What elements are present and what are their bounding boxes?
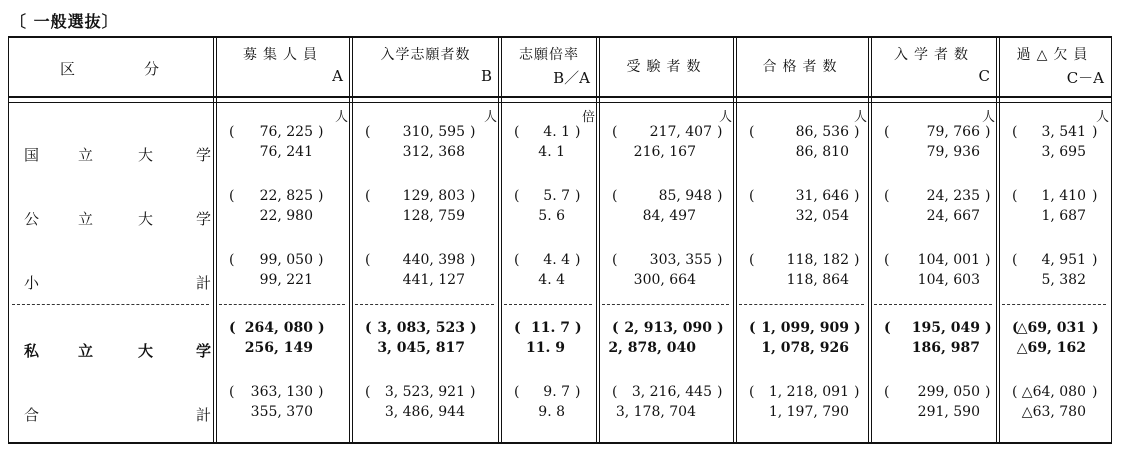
current-year-value: 1, 687 bbox=[1041, 208, 1086, 224]
column-header bbox=[737, 36, 868, 96]
data-cell bbox=[600, 188, 733, 228]
open-paren: ( bbox=[514, 124, 520, 140]
open-paren: ( bbox=[365, 252, 371, 268]
open-paren: ( bbox=[884, 384, 890, 400]
close-paren: ) bbox=[575, 320, 582, 336]
unit-label: 人 bbox=[982, 110, 996, 125]
close-paren: ) bbox=[575, 124, 581, 140]
column-divider bbox=[733, 36, 737, 444]
current-year-value: 3, 178, 704 bbox=[615, 404, 696, 420]
current-year-value: △63, 780 bbox=[1021, 404, 1086, 420]
close-paren: ) bbox=[985, 320, 992, 336]
open-paren: ( bbox=[1012, 188, 1018, 204]
row-label-char: 合 bbox=[24, 406, 40, 424]
row-label-char: 大 bbox=[138, 342, 154, 360]
header-ku: 区 bbox=[60, 60, 76, 78]
data-cell bbox=[737, 124, 868, 164]
dashed-separator bbox=[504, 304, 592, 305]
open-paren: ( bbox=[365, 384, 371, 400]
close-paren: ) bbox=[575, 188, 581, 204]
unit-label: 人 bbox=[484, 110, 498, 125]
previous-year-value: 1, 410 bbox=[1041, 188, 1086, 204]
close-paren: ) bbox=[318, 188, 324, 204]
close-paren: ) bbox=[854, 384, 860, 400]
open-paren: ( bbox=[749, 252, 755, 268]
row-label-char: 学 bbox=[196, 210, 212, 228]
data-cell bbox=[1000, 320, 1110, 360]
current-year-value: 355, 370 bbox=[250, 404, 313, 420]
data-cell bbox=[353, 320, 498, 360]
current-year-value: 2, 878, 040 bbox=[608, 340, 696, 356]
current-year-value: 312, 368 bbox=[402, 144, 465, 160]
current-year-value: 128, 759 bbox=[402, 208, 465, 224]
current-year-value: 118, 864 bbox=[786, 272, 849, 288]
previous-year-value: △69, 031 bbox=[1016, 320, 1086, 336]
previous-year-value: 79, 766 bbox=[926, 124, 980, 140]
close-paren: ) bbox=[1092, 384, 1098, 400]
open-paren: ( bbox=[1012, 384, 1018, 400]
header-bun: 分 bbox=[144, 60, 160, 78]
column-header bbox=[872, 36, 996, 96]
open-paren: ( bbox=[612, 252, 618, 268]
column-header bbox=[217, 36, 349, 96]
previous-year-value: 85, 948 bbox=[658, 188, 712, 204]
previous-year-value: 264, 080 bbox=[244, 320, 313, 336]
data-cell bbox=[217, 188, 349, 228]
dashed-separator bbox=[874, 304, 992, 305]
close-paren: ) bbox=[470, 188, 476, 204]
data-cell bbox=[737, 252, 868, 292]
current-year-value: 76, 241 bbox=[259, 144, 313, 160]
open-paren: ( bbox=[612, 188, 618, 204]
column-header-label: 合格者数 bbox=[762, 59, 843, 75]
open-paren: ( bbox=[1012, 124, 1018, 140]
close-paren: ) bbox=[717, 384, 723, 400]
current-year-value: 441, 127 bbox=[402, 272, 465, 288]
close-paren: ) bbox=[1092, 252, 1098, 268]
previous-year-value: 3, 523, 921 bbox=[384, 384, 465, 400]
row-label-char: 公 bbox=[24, 210, 40, 228]
data-cell bbox=[217, 124, 349, 164]
column-header-code: B／A bbox=[553, 69, 590, 87]
close-paren: ) bbox=[985, 384, 991, 400]
previous-year-value: 9. 7 bbox=[543, 384, 570, 400]
column-header-code: C－A bbox=[1066, 69, 1104, 87]
previous-year-value: 363, 130 bbox=[250, 384, 313, 400]
current-year-value: 1, 078, 926 bbox=[761, 340, 849, 356]
column-divider bbox=[596, 36, 600, 444]
open-paren: ( bbox=[884, 252, 890, 268]
current-year-value: 3, 486, 944 bbox=[384, 404, 465, 420]
current-year-value: 79, 936 bbox=[926, 144, 980, 160]
column-header-code: A bbox=[332, 67, 343, 85]
open-paren: ( bbox=[514, 188, 520, 204]
column-header-code: C bbox=[978, 67, 990, 85]
open-paren: ( bbox=[884, 320, 891, 336]
close-paren: ) bbox=[318, 384, 324, 400]
dashed-separator bbox=[12, 304, 209, 305]
unit-label: 人 bbox=[854, 110, 868, 125]
dashed-separator bbox=[739, 304, 864, 305]
previous-year-value: 24, 235 bbox=[926, 188, 980, 204]
current-year-value: △69, 162 bbox=[1016, 340, 1086, 356]
table-bottom-border bbox=[8, 442, 1112, 444]
row-label-char: 計 bbox=[196, 406, 212, 424]
close-paren: ) bbox=[470, 384, 476, 400]
previous-year-value: 22, 825 bbox=[259, 188, 313, 204]
current-year-value: 104, 603 bbox=[917, 272, 980, 288]
row-label-char: 立 bbox=[78, 146, 94, 164]
row-label-char: 計 bbox=[196, 274, 212, 292]
column-header-code: B bbox=[480, 67, 492, 85]
previous-year-value: 2, 913, 090 bbox=[624, 320, 712, 336]
current-year-value: 3, 045, 817 bbox=[377, 340, 465, 356]
open-paren: ( bbox=[229, 124, 235, 140]
column-header-label: 入学者数 bbox=[894, 47, 974, 63]
close-paren: ) bbox=[318, 252, 324, 268]
previous-year-value: 1, 099, 909 bbox=[761, 320, 849, 336]
previous-year-value: 3, 541 bbox=[1041, 124, 1086, 140]
column-divider bbox=[498, 36, 502, 444]
open-paren: ( bbox=[514, 252, 520, 268]
close-paren: ) bbox=[470, 252, 476, 268]
data-cell bbox=[502, 320, 596, 360]
close-paren: ) bbox=[470, 320, 477, 336]
data-cell bbox=[1000, 384, 1110, 424]
current-year-value: 291, 590 bbox=[917, 404, 980, 420]
open-paren: ( bbox=[1012, 320, 1019, 336]
row-label-char: 小 bbox=[24, 274, 40, 292]
current-year-value: 9. 8 bbox=[538, 404, 565, 420]
data-cell bbox=[217, 320, 349, 360]
header-separator-inner bbox=[8, 102, 1112, 103]
open-paren: ( bbox=[612, 320, 619, 336]
unit-label: 人 bbox=[1096, 110, 1110, 125]
previous-year-value: 99, 050 bbox=[259, 252, 313, 268]
open-paren: ( bbox=[749, 188, 755, 204]
data-cell bbox=[600, 252, 733, 292]
open-paren: ( bbox=[229, 188, 235, 204]
previous-year-value: 3, 083, 523 bbox=[377, 320, 465, 336]
previous-year-value: △64, 080 bbox=[1021, 384, 1086, 400]
row-label-char: 学 bbox=[196, 146, 212, 164]
column-divider bbox=[213, 36, 217, 444]
close-paren: ) bbox=[575, 384, 581, 400]
open-paren: ( bbox=[229, 252, 235, 268]
open-paren: ( bbox=[749, 320, 756, 336]
close-paren: ) bbox=[985, 252, 991, 268]
previous-year-value: 310, 595 bbox=[402, 124, 465, 140]
row-label-char: 立 bbox=[78, 210, 94, 228]
data-cell bbox=[502, 384, 596, 424]
column-header-label: 過△欠員 bbox=[1016, 47, 1094, 63]
current-year-value: 5. 6 bbox=[538, 208, 565, 224]
data-cell bbox=[737, 384, 868, 424]
previous-year-value: 299, 050 bbox=[917, 384, 980, 400]
current-year-value: 186, 987 bbox=[911, 340, 980, 356]
row-label-char: 国 bbox=[24, 146, 40, 164]
unit-label: 倍 bbox=[582, 110, 596, 125]
current-year-value: 86, 810 bbox=[795, 144, 849, 160]
current-year-value: 99, 221 bbox=[259, 272, 313, 288]
open-paren: ( bbox=[229, 384, 235, 400]
row-label-char: 私 bbox=[24, 342, 40, 360]
open-paren: ( bbox=[229, 320, 236, 336]
close-paren: ) bbox=[318, 320, 325, 336]
data-cell bbox=[737, 188, 868, 228]
header-separator bbox=[8, 96, 1112, 98]
close-paren: ) bbox=[318, 124, 324, 140]
close-paren: ) bbox=[717, 188, 723, 204]
dashed-separator bbox=[1002, 304, 1106, 305]
dashed-separator bbox=[602, 304, 729, 305]
close-paren: ) bbox=[854, 188, 860, 204]
column-divider bbox=[349, 36, 353, 444]
previous-year-value: 86, 536 bbox=[795, 124, 849, 140]
current-year-value: 32, 054 bbox=[795, 208, 849, 224]
data-cell bbox=[1000, 252, 1110, 292]
data-cell bbox=[353, 384, 498, 424]
current-year-value: 11. 9 bbox=[526, 340, 565, 356]
open-paren: ( bbox=[1012, 252, 1018, 268]
row-label-char: 立 bbox=[78, 342, 94, 360]
close-paren: ) bbox=[470, 124, 476, 140]
table-left-border bbox=[8, 36, 9, 444]
previous-year-value: 76, 225 bbox=[259, 124, 313, 140]
open-paren: ( bbox=[749, 384, 755, 400]
data-cell bbox=[872, 188, 996, 228]
data-cell bbox=[353, 252, 498, 292]
close-paren: ) bbox=[1092, 188, 1098, 204]
close-paren: ) bbox=[854, 124, 860, 140]
close-paren: ) bbox=[575, 252, 581, 268]
previous-year-value: 31, 646 bbox=[795, 188, 849, 204]
current-year-value: 4. 1 bbox=[538, 144, 565, 160]
column-header bbox=[600, 36, 733, 96]
data-cell bbox=[600, 384, 733, 424]
current-year-value: 24, 667 bbox=[926, 208, 980, 224]
previous-year-value: 118, 182 bbox=[786, 252, 849, 268]
current-year-value: 216, 167 bbox=[633, 144, 696, 160]
data-cell bbox=[502, 124, 596, 164]
dashed-separator bbox=[355, 304, 494, 305]
unit-label: 人 bbox=[719, 110, 733, 125]
column-header bbox=[1000, 36, 1110, 96]
current-year-value: 300, 664 bbox=[633, 272, 696, 288]
column-header bbox=[502, 36, 596, 96]
unit-label: 人 bbox=[335, 110, 349, 125]
previous-year-value: 440, 398 bbox=[402, 252, 465, 268]
column-header-label: 受験者数 bbox=[626, 59, 707, 75]
current-year-value: 4. 4 bbox=[538, 272, 565, 288]
data-cell bbox=[872, 320, 996, 360]
current-year-value: 84, 497 bbox=[642, 208, 696, 224]
data-cell bbox=[502, 252, 596, 292]
open-paren: ( bbox=[514, 384, 520, 400]
previous-year-value: 3, 216, 445 bbox=[631, 384, 712, 400]
admissions-table bbox=[8, 36, 1112, 446]
close-paren: ) bbox=[717, 124, 723, 140]
close-paren: ) bbox=[854, 320, 861, 336]
column-header-label: 募集人員 bbox=[243, 47, 323, 63]
data-cell bbox=[353, 188, 498, 228]
previous-year-value: 104, 001 bbox=[917, 252, 980, 268]
data-cell bbox=[872, 384, 996, 424]
open-paren: ( bbox=[612, 384, 618, 400]
previous-year-value: 195, 049 bbox=[911, 320, 980, 336]
page-title: 〔 一般選抜〕 bbox=[10, 12, 119, 31]
previous-year-value: 11. 7 bbox=[531, 320, 570, 336]
data-cell bbox=[217, 252, 349, 292]
close-paren: ) bbox=[985, 124, 991, 140]
row-label-char: 大 bbox=[138, 146, 154, 164]
previous-year-value: 217, 407 bbox=[649, 124, 712, 140]
data-cell bbox=[600, 124, 733, 164]
table-right-border bbox=[1111, 36, 1112, 444]
data-cell bbox=[737, 320, 868, 360]
close-paren: ) bbox=[985, 188, 991, 204]
column-header-label: 志願倍率 bbox=[519, 47, 579, 63]
open-paren: ( bbox=[365, 188, 371, 204]
current-year-value: 5, 382 bbox=[1041, 272, 1086, 288]
open-paren: ( bbox=[884, 124, 890, 140]
open-paren: ( bbox=[365, 124, 371, 140]
open-paren: ( bbox=[514, 320, 521, 336]
previous-year-value: 4, 951 bbox=[1041, 252, 1086, 268]
current-year-value: 3, 695 bbox=[1041, 144, 1086, 160]
row-label-char: 大 bbox=[138, 210, 154, 228]
column-header-label: 入学志願者数 bbox=[380, 47, 471, 63]
close-paren: ) bbox=[1092, 320, 1099, 336]
row-label-char: 学 bbox=[196, 342, 212, 360]
data-cell bbox=[353, 124, 498, 164]
data-cell bbox=[600, 320, 733, 360]
previous-year-value: 1, 218, 091 bbox=[768, 384, 849, 400]
data-cell bbox=[1000, 124, 1110, 164]
column-divider bbox=[996, 36, 1000, 444]
open-paren: ( bbox=[884, 188, 890, 204]
open-paren: ( bbox=[612, 124, 618, 140]
previous-year-value: 129, 803 bbox=[402, 188, 465, 204]
close-paren: ) bbox=[854, 252, 860, 268]
current-year-value: 1, 197, 790 bbox=[768, 404, 849, 420]
previous-year-value: 4. 4 bbox=[543, 252, 570, 268]
close-paren: ) bbox=[717, 252, 723, 268]
current-year-value: 256, 149 bbox=[244, 340, 313, 356]
column-header bbox=[353, 36, 498, 96]
column-divider bbox=[868, 36, 872, 444]
close-paren: ) bbox=[1092, 124, 1098, 140]
previous-year-value: 303, 355 bbox=[649, 252, 712, 268]
dashed-separator bbox=[219, 304, 345, 305]
open-paren: ( bbox=[749, 124, 755, 140]
data-cell bbox=[872, 124, 996, 164]
open-paren: ( bbox=[365, 320, 372, 336]
previous-year-value: 5. 7 bbox=[543, 188, 570, 204]
current-year-value: 22, 980 bbox=[259, 208, 313, 224]
data-cell bbox=[1000, 188, 1110, 228]
data-cell bbox=[872, 252, 996, 292]
data-cell bbox=[502, 188, 596, 228]
close-paren: ) bbox=[717, 320, 724, 336]
previous-year-value: 4. 1 bbox=[543, 124, 570, 140]
data-cell bbox=[217, 384, 349, 424]
